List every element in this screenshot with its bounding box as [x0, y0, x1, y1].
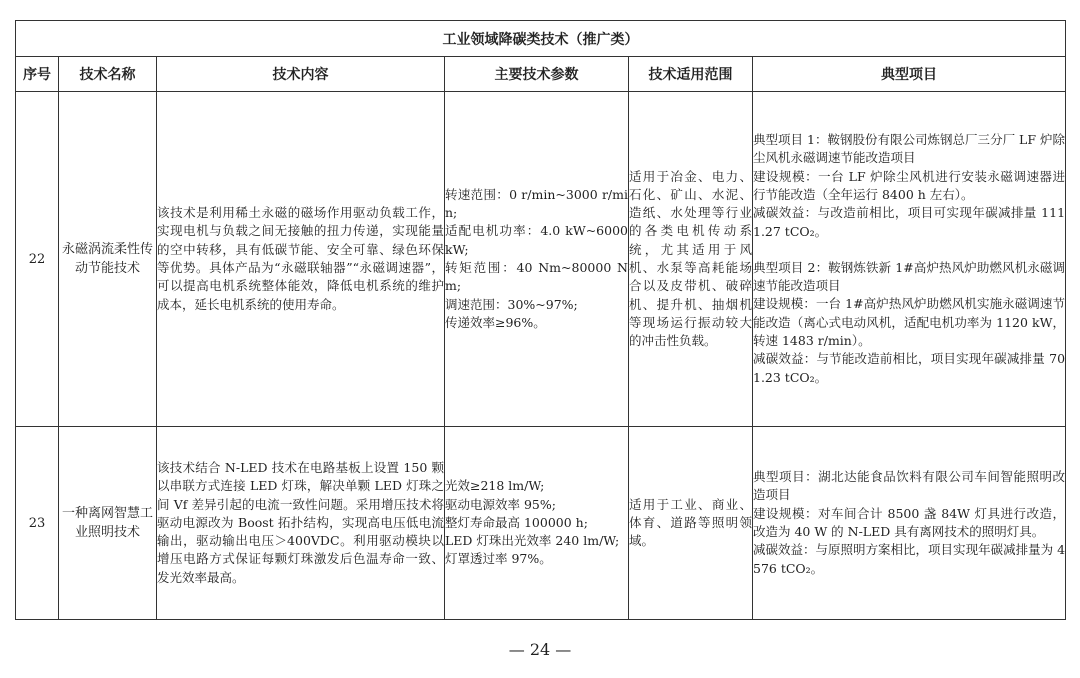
technology-table	[15, 20, 1066, 620]
tech-name: 永磁涡流柔性传动节能技术	[59, 92, 157, 427]
project-entry: 典型项目 1：鞍钢股份有限公司炼钢总厂三分厂 LF 炉除尘风机永磁调速节能改造项目 建设规模：一台 LF 炉除尘风机进行安装永磁调速器进行节能改造（全年运行 8400 h 左右）。 减碳效益：与改造前相比，项目可实现年碳减排量 1111.27 tCO₂。	[753, 132, 1066, 239]
header-tech-name: 技术名称	[59, 57, 157, 92]
typical-projects	[753, 427, 1066, 620]
header-number: 序号	[16, 57, 59, 92]
tech-scope	[629, 427, 753, 620]
table-row	[16, 92, 1066, 427]
table-row	[16, 427, 1066, 620]
project-entry: 典型项目：湖北达能食品饮料有限公司车间智能照明改造项目 建设规模：对车间合计 8500 盏 84W 灯具进行改造，改造为 40 W 的 N-LED 具有离网技术的照明灯具。 减碳效益：与原照明方案相比，项目实现年碳减排量为 4576 tCO₂。	[753, 469, 1066, 576]
header-tech-params: 主要技术参数	[445, 57, 629, 92]
project-entry: 典型项目 2：鞍钢炼铁新 1#高炉热风炉助燃风机永磁调速节能改造项目 建设规模：一台 1#高炉热风炉助燃风机实施永磁调速节能改造（离心式电动风机，适配电机功率为 1120 kW，转速 1483 r/min）。 减碳效益：与节能改造前相比，项目实现年碳减排量 701.23 tCO₂。	[753, 259, 1066, 385]
header-tech-scope: 技术适用范围	[629, 57, 753, 92]
page-number: — 24 —	[508, 640, 572, 659]
header-typical-projects: 典型项目	[753, 57, 1066, 92]
typical-projects	[753, 92, 1066, 427]
header-tech-content: 技术内容	[157, 57, 445, 92]
row-number: 22	[16, 92, 59, 427]
row-number: 23	[16, 427, 59, 620]
tech-scope-text: 适用于冶金、电力、石化、矿山、水泥、造纸、水处理等行业的各类电机传动系统，尤其适用于风机、水泵等高耗能场合以及皮带机、破碎机、提升机、抽烟机等现场运行振动较大的冲击性负载。	[629, 168, 752, 349]
tech-content	[157, 92, 445, 427]
tech-content-text: 该技术是利用稀土永磁的磁场作用驱动负载工作，实现电机与负载之间无接触的扭力传递，实现能量的空中转移，具有低碳节能、安全可靠、绿色环保等优势。具体产品为“永磁联轴器”“永磁调速器”，可以提高电机系统整体能效，降低电机系统的维护成本，延长电机系统的使用寿命。	[157, 205, 444, 312]
table-caption: 工业领域降碳类技术（推广类）	[16, 21, 1066, 57]
tech-name: 一种离网智慧工业照明技术	[59, 427, 157, 620]
tech-params-text: 光效≥218 lm/W; 驱动电源效率 95%; 整灯寿命最高 100000 h; LED 灯珠出光效率 240 lm/W; 灯罩透过率 97%。	[445, 478, 620, 567]
tech-params	[445, 427, 629, 620]
table-header-row	[16, 57, 1066, 92]
tech-content	[157, 427, 445, 620]
tech-params-text: 转速范围：0 r/min~3000 r/min; 适配电机功率：4.0 kW~6000 kW; 转矩范围：40 Nm~80000 Nm; 调速范围：30%~97%; 传递效率≥96%。	[445, 186, 628, 330]
tech-scope	[629, 92, 753, 427]
tech-scope-text: 适用于工业、商业、体育、道路等照明领域。	[629, 496, 752, 549]
tech-params	[445, 92, 629, 427]
tech-content-text: 该技术结合 N-LED 技术在电路基板上设置 150 颗以串联方式连接 LED 灯珠，解决单颗 LED 灯珠之间 Vf 差异引起的电流一致性问题。采用增压技术将驱动电源改为 Boost 拓扑结构，实现高电压低电流输出，驱动输出电压＞400VDC。利用驱动模块以增压电路方式保证每颗灯珠激发后色温寿命一致、发光效率最高。	[157, 459, 444, 585]
